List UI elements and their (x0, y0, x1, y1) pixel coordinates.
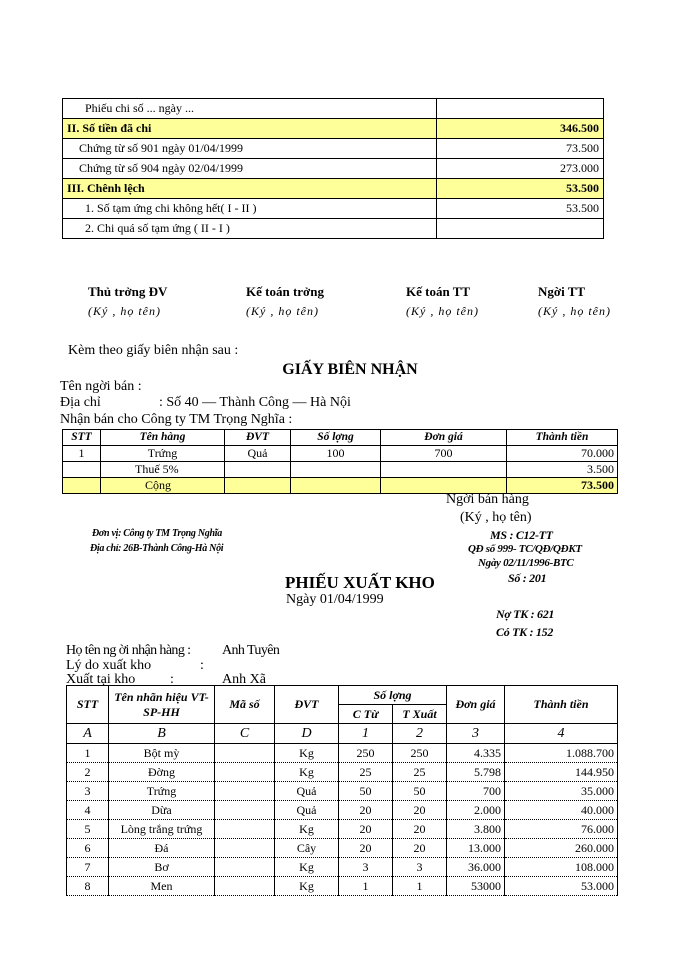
cell-qty-doc: 3 (339, 858, 393, 877)
warehouse-label: Xuất tại kho (66, 672, 136, 687)
summary-value (437, 219, 604, 239)
cell-code (215, 858, 275, 877)
cell-amount: 35.000 (505, 782, 618, 801)
decision-date: Ngày 02/11/1996-BTC (478, 557, 574, 569)
cell-name: Đá (109, 839, 215, 858)
table-row (67, 782, 618, 801)
col-qty-doc: C Từ (339, 705, 393, 724)
cell-name: Bơ (109, 858, 215, 877)
cell-qty-doc: 50 (339, 782, 393, 801)
cell-name: Dừa (109, 801, 215, 820)
table-row (67, 820, 618, 839)
cell-stt: 4 (67, 801, 109, 820)
letter-cell: 4 (505, 724, 618, 744)
table-row (63, 462, 618, 478)
summary-value: 53.500 (437, 199, 604, 219)
summary-row (63, 139, 604, 159)
slip-number: Số : 201 (508, 571, 547, 585)
col-code: Mã số (215, 686, 275, 724)
warehouse-person: Anh Xã (222, 672, 266, 687)
warehouse-value: : (170, 672, 174, 687)
signature-title-head: Thủ trởng ĐV (88, 284, 168, 299)
cell-stt: 1 (63, 446, 101, 462)
attachment-intro: Kèm theo giấy biên nhận sau : (68, 343, 239, 358)
col-price: Đơn giá (447, 686, 505, 724)
summary-label: Chứng từ số 904 ngày 02/04/1999 (63, 159, 437, 179)
column-letter-row (67, 724, 618, 744)
summary-row (63, 159, 604, 179)
table-row (67, 858, 618, 877)
debit-account: Nợ TK : 621 (496, 607, 555, 621)
cell-code (215, 801, 275, 820)
cell-amount: 76.000 (505, 820, 618, 839)
summary-value: 53.500 (437, 179, 604, 199)
cell-price: 5.798 (447, 763, 505, 782)
table-row (67, 744, 618, 763)
seller-signature-title: Ngời bán hàng (446, 492, 529, 507)
receipt-col-unit: ĐVT (225, 430, 291, 446)
cell-qty-doc: 250 (339, 744, 393, 763)
cell-code (215, 820, 275, 839)
receiver-label: Họ tên ng ời nhận hàng : (66, 643, 191, 658)
table-row (67, 839, 618, 858)
signature-title-recipient: Ngời TT (538, 284, 586, 299)
signature-sub-head: (Ký , họ tên) (88, 304, 161, 318)
summary-label: 2. Chi quá số tạm ứng ( II - I ) (63, 219, 437, 239)
cell-amount: 260.000 (505, 839, 618, 858)
signature-title-chief-accountant: Kế toán trởng (246, 284, 324, 299)
summary-value (437, 99, 604, 119)
cell-unit: Quả (225, 446, 291, 462)
reason-value: : (200, 658, 204, 673)
cell-qty-doc: 25 (339, 763, 393, 782)
letter-cell: 2 (393, 724, 447, 744)
cell-amount: 144.950 (505, 763, 618, 782)
company-name: Đơn vị: Công ty TM Trọng Nghĩa (92, 528, 222, 539)
cell-stt (63, 462, 101, 478)
cell-price: 4.335 (447, 744, 505, 763)
cell-stt: 2 (67, 763, 109, 782)
signature-sub-chief-accountant: (Ký , họ tên) (246, 304, 319, 318)
slip-title: PHIẾU XUẤT KHO (285, 573, 435, 592)
decision-number: QĐ số 999- TC/QĐ/QĐKT (468, 543, 582, 555)
receipt-col-stt: STT (63, 430, 101, 446)
cell-unit: Kg (275, 744, 339, 763)
cell-code (215, 839, 275, 858)
cell-name: Trứng (101, 446, 225, 462)
cell-name: Men (109, 877, 215, 896)
cell-price: 700 (447, 782, 505, 801)
signature-title-accountant: Kế toán TT (406, 284, 471, 299)
cell-amount: 70.000 (507, 446, 618, 462)
cell-qty-real: 25 (393, 763, 447, 782)
summary-label: II. Số tiền đã chi (63, 119, 437, 139)
cell-qty (291, 462, 381, 478)
cell-qty-real: 50 (393, 782, 447, 801)
col-name: Tên nhãn hiệu VT-SP-HH (109, 686, 215, 724)
summary-value: 346.500 (437, 119, 604, 139)
table-row (67, 877, 618, 896)
cell-price: 2.000 (447, 801, 505, 820)
cell-code (215, 744, 275, 763)
cell-unit: Kg (275, 820, 339, 839)
slip-date: Ngày 01/04/1999 (286, 592, 384, 607)
signature-sub-recipient: (Ký , họ tên) (538, 304, 611, 318)
total-value: 73.500 (507, 478, 618, 494)
cell-price: 53000 (447, 877, 505, 896)
stock-issue-table (66, 685, 618, 896)
cell-unit: Kg (275, 858, 339, 877)
letter-cell: 1 (339, 724, 393, 744)
letter-cell: D (275, 724, 339, 744)
cell-unit: Kg (275, 763, 339, 782)
summary-row (63, 179, 604, 199)
summary-row (63, 99, 604, 119)
cell-qty-real: 20 (393, 801, 447, 820)
cell-price: 700 (381, 446, 507, 462)
col-qty-real: T Xuất (393, 705, 447, 724)
cell-stt: 5 (67, 820, 109, 839)
cell-qty-doc: 1 (339, 877, 393, 896)
col-amount: Thành tiền (505, 686, 618, 724)
advance-settlement-summary (62, 98, 604, 239)
reason-label: Lý do xuất kho (66, 658, 152, 673)
address-label: Địa chỉ (60, 395, 101, 410)
cell-price: 13.000 (447, 839, 505, 858)
cell-stt: 3 (67, 782, 109, 801)
letter-cell: C (215, 724, 275, 744)
cell-qty-doc: 20 (339, 801, 393, 820)
cell-amount: 1.088.700 (505, 744, 618, 763)
receipt-col-qty: Số lợng (291, 430, 381, 446)
cell-name: Đờng (109, 763, 215, 782)
summary-row (63, 119, 604, 139)
cell-qty-doc: 20 (339, 839, 393, 858)
summary-label: Chứng từ số 901 ngày 01/04/1999 (63, 139, 437, 159)
seller-name-label: Tên ngời bán : (60, 379, 142, 394)
cell-price: 36.000 (447, 858, 505, 877)
cell-price (381, 462, 507, 478)
cell-stt: 1 (67, 744, 109, 763)
address-value: : Số 40 — Thành Công — Hà Nội (159, 395, 351, 410)
company-address: Địa chỉ: 26B-Thành Công-Hà Nội (90, 543, 224, 554)
table-row (67, 801, 618, 820)
cell-amount: 108.000 (505, 858, 618, 877)
seller-signature-sub: (Ký , họ tên) (460, 510, 532, 525)
receipt-col-price: Đơn giá (381, 430, 507, 446)
summary-value: 273.000 (437, 159, 604, 179)
receiver-value: Anh Tuyên (222, 643, 280, 658)
table-row (63, 446, 618, 462)
cell-qty-real: 20 (393, 820, 447, 839)
cell-name: Trứng (109, 782, 215, 801)
cell-name: Bột mỳ (109, 744, 215, 763)
receipt-total-row (63, 478, 618, 494)
summary-row (63, 219, 604, 239)
cell-unit: Kg (275, 877, 339, 896)
cell-amount: 40.000 (505, 801, 618, 820)
cell-qty-real: 20 (393, 839, 447, 858)
letter-cell: 3 (447, 724, 505, 744)
receipt-title: GIẤY BIÊN NHẬN (282, 361, 418, 378)
cell-amount: 3.500 (507, 462, 618, 478)
summary-label: III. Chênh lệch (63, 179, 437, 199)
cell-unit: Quả (275, 782, 339, 801)
summary-label: 1. Số tạm ứng chi không hết( I - II ) (63, 199, 437, 219)
summary-row (63, 199, 604, 219)
cell-amount: 53.000 (505, 877, 618, 896)
cell-stt: 7 (67, 858, 109, 877)
cell-name: Lòng trắng trứng (109, 820, 215, 839)
receipt-col-amount: Thành tiền (507, 430, 618, 446)
table-row (67, 763, 618, 782)
cell-qty: 100 (291, 446, 381, 462)
sold-to-line: Nhận bán cho Công ty TM Trọng Nghĩa : (60, 412, 293, 427)
cell-qty-real: 250 (393, 744, 447, 763)
cell-code (215, 763, 275, 782)
receipt-col-name: Tên hàng (101, 430, 225, 446)
letter-cell: A (67, 724, 109, 744)
cell-name: Thuế 5% (101, 462, 225, 478)
cell-qty-real: 1 (393, 877, 447, 896)
cell-unit (225, 462, 291, 478)
col-stt: STT (67, 686, 109, 724)
cell-code (215, 877, 275, 896)
cell-unit: Cây (275, 839, 339, 858)
summary-value: 73.500 (437, 139, 604, 159)
cell-stt: 6 (67, 839, 109, 858)
col-qty-group: Số lợng (339, 686, 447, 705)
cell-qty-real: 3 (393, 858, 447, 877)
cell-unit: Quả (275, 801, 339, 820)
col-unit: ĐVT (275, 686, 339, 724)
letter-cell: B (109, 724, 215, 744)
signature-sub-accountant: (Ký , họ tên) (406, 304, 479, 318)
cell-price: 3.800 (447, 820, 505, 839)
total-label: Cộng (101, 478, 225, 494)
credit-account: Có TK : 152 (496, 625, 554, 639)
cell-code (215, 782, 275, 801)
cell-qty-doc: 20 (339, 820, 393, 839)
receipt-table (62, 429, 618, 494)
form-code: MS : C12-TT (490, 528, 553, 542)
summary-label: Phiếu chi số ... ngày ... (63, 99, 437, 119)
cell-stt: 8 (67, 877, 109, 896)
